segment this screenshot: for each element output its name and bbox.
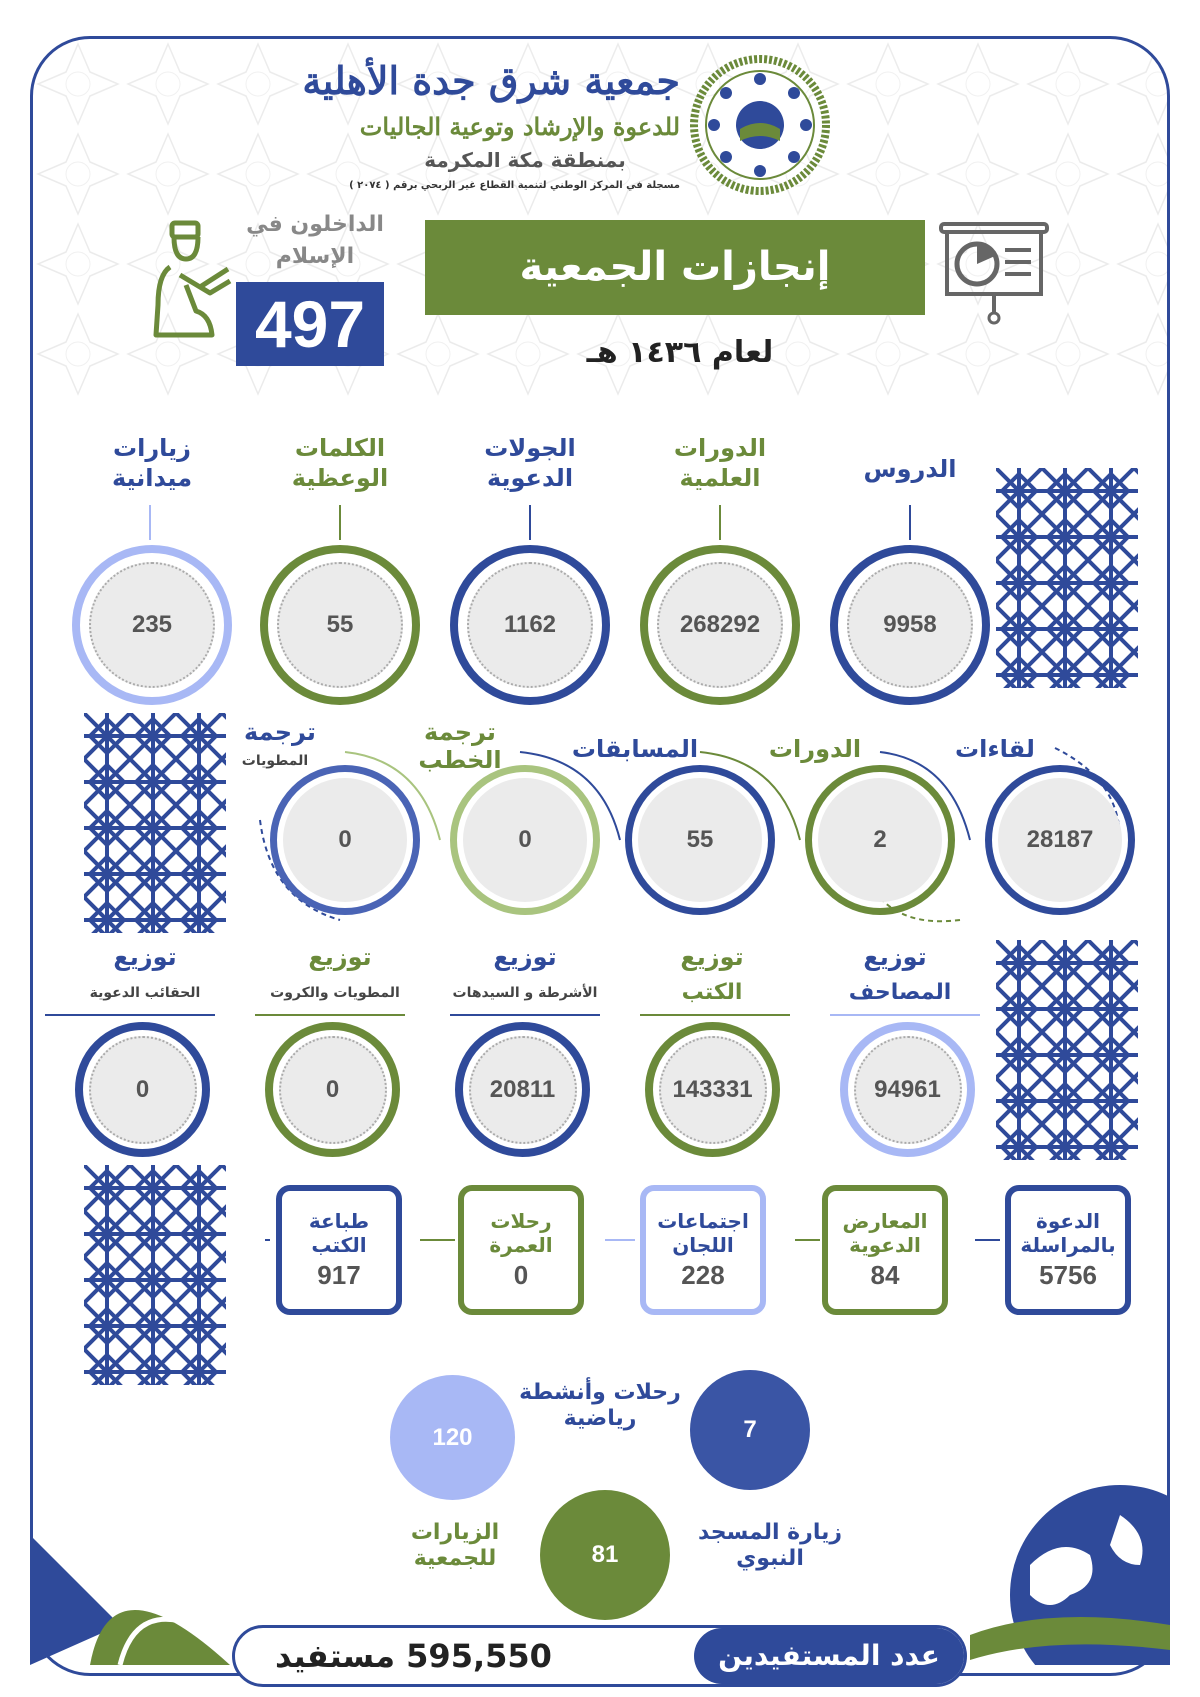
row2-value-competitions: 55 bbox=[638, 778, 762, 902]
page-title: إنجازات الجمعية bbox=[425, 220, 925, 315]
lattice-pattern-left-mid bbox=[84, 713, 226, 933]
row3-circle-books bbox=[645, 1022, 780, 1157]
row1-circle-lessons bbox=[830, 545, 990, 705]
row1-value-sermons: 55 bbox=[277, 562, 403, 688]
row2-label-meetings: لقاءات bbox=[955, 735, 1035, 763]
row3-value-leaflets: 0 bbox=[279, 1036, 387, 1144]
cluster-label-trips: رحلات وأنشطة رياضية bbox=[519, 1380, 681, 1431]
row2-sublabel-leaflets: المطويات bbox=[241, 753, 309, 769]
beneficiaries-label: عدد المستفيدين bbox=[694, 1628, 964, 1684]
beneficiaries-bar bbox=[232, 1625, 967, 1687]
row2-label-courses: الدورات bbox=[768, 735, 862, 763]
org-registration: مسجلة في المركز الوطني لتنمية القطاع غير الربحي برقم ( ٢٠٧٤ ) bbox=[349, 180, 680, 191]
row2-label-competitions: المسابقات bbox=[571, 735, 699, 763]
org-region: بمنطقة مكة المكرمة bbox=[424, 148, 626, 172]
row2-circle-sermon-translation bbox=[450, 765, 600, 915]
row2-value-courses: 2 bbox=[818, 778, 942, 902]
row2-circle-leaflet-translation bbox=[270, 765, 420, 915]
row4-label-committees: اجتماعات اللجان bbox=[657, 1209, 749, 1257]
row1-label-lessons: الدروس bbox=[863, 455, 957, 483]
praying-man-icon bbox=[140, 215, 235, 345]
row2-value-sermon-translation: 0 bbox=[463, 778, 587, 902]
converts-label-line2: الإسلام bbox=[275, 244, 355, 269]
row2-value-leaflet-translation: 0 bbox=[283, 778, 407, 902]
lattice-pattern-left-bottom bbox=[84, 1165, 226, 1385]
row4-label-umrah: رحلات العمرة bbox=[489, 1209, 553, 1257]
row1-value-tours: 1162 bbox=[467, 562, 593, 688]
row1-value-field-visits: 235 bbox=[89, 562, 215, 688]
row3-circle-leaflets bbox=[265, 1022, 400, 1157]
row2-label-leaflet-translation: ترجمة bbox=[244, 718, 316, 746]
row4-label-exhibitions: المعارض الدعوية bbox=[842, 1209, 928, 1257]
row3-sublabel-quran: المصاحف bbox=[848, 980, 952, 1005]
org-tagline: للدعوة والإرشاد وتوعية الجاليات bbox=[359, 112, 680, 141]
row1-circle-sermons bbox=[260, 545, 420, 705]
row3-sublabel-tapes: الأشرطة و السيدهات bbox=[452, 985, 598, 1001]
row4-card-printing bbox=[276, 1185, 402, 1315]
row4-card-exhibitions bbox=[822, 1185, 948, 1315]
row1-label-sermons: الكلمات الوعظية bbox=[291, 434, 389, 492]
converts-value: 497 bbox=[236, 282, 384, 366]
cluster-value-prophet-mosque: 7 bbox=[690, 1370, 810, 1490]
row2-circle-meetings bbox=[985, 765, 1135, 915]
converts-label-line1: الداخلون في bbox=[246, 212, 384, 237]
row3-label-leaflets: توزيع bbox=[308, 943, 372, 971]
row1-label-field-visits: زيارات ميدانية bbox=[111, 434, 193, 492]
row3-value-bags: 0 bbox=[89, 1036, 197, 1144]
row3-value-quran: 94961 bbox=[854, 1036, 962, 1144]
beneficiaries-value: 595,550 مستفيد bbox=[275, 1637, 552, 1675]
row4-value-printing: 917 bbox=[317, 1260, 361, 1290]
lattice-pattern-right-top bbox=[996, 468, 1138, 688]
row1-circle-courses bbox=[640, 545, 800, 705]
row3-sublabel-books: الكتب bbox=[681, 980, 743, 1005]
logo-emblem-icon bbox=[690, 55, 830, 195]
row4-value-umrah: 0 bbox=[513, 1260, 529, 1290]
row1-value-courses: 268292 bbox=[657, 562, 783, 688]
row4-value-committees: 228 bbox=[681, 1260, 725, 1290]
row3-label-bags: توزيع bbox=[113, 943, 177, 971]
row4-label-printing: طباعة الكتب bbox=[308, 1209, 370, 1257]
row4-label-correspondence: الدعوة بالمراسلة bbox=[1020, 1209, 1116, 1257]
row2-value-meetings: 28187 bbox=[998, 778, 1122, 902]
row3-circle-tapes bbox=[455, 1022, 590, 1157]
row3-label-quran: توزيع bbox=[863, 943, 927, 971]
row3-label-books: توزيع bbox=[680, 943, 744, 971]
row1-label-tours: الجولات الدعوية bbox=[484, 434, 576, 492]
corner-decoration-left bbox=[30, 1495, 230, 1665]
lattice-pattern-right-mid bbox=[996, 940, 1138, 1160]
cluster-label-prophet-mosque: زيارة المسجد النبوي bbox=[698, 1520, 842, 1571]
row4-value-correspondence: 5756 bbox=[1039, 1260, 1097, 1290]
cluster-value-visits: 81 bbox=[540, 1490, 670, 1620]
row3-circle-bags bbox=[75, 1022, 210, 1157]
row4-card-correspondence bbox=[1005, 1185, 1131, 1315]
row3-sublabel-bags: الحقائب الدعوية bbox=[89, 985, 201, 1001]
org-name: جمعية شرق جدة الأهلية bbox=[302, 58, 680, 103]
cluster-label-visits: الزيارات للجمعية bbox=[410, 1520, 500, 1571]
row3-value-tapes: 20811 bbox=[469, 1036, 577, 1144]
row1-label-courses: الدورات العلمية bbox=[673, 434, 767, 492]
row4-card-committees bbox=[640, 1185, 766, 1315]
row3-sublabel-leaflets: المطويات والكروت bbox=[270, 985, 400, 1001]
row2-circle-competitions bbox=[625, 765, 775, 915]
row2-label-sermon-translation: ترجمة الخطب bbox=[418, 718, 502, 774]
row1-circle-field-visits bbox=[72, 545, 232, 705]
row4-card-umrah bbox=[458, 1185, 584, 1315]
globe-decoration-icon bbox=[970, 1475, 1170, 1665]
row2-circle-courses bbox=[805, 765, 955, 915]
presentation-board-icon bbox=[935, 218, 1053, 328]
row3-circle-quran bbox=[840, 1022, 975, 1157]
row1-value-lessons: 9958 bbox=[847, 562, 973, 688]
row4-value-exhibitions: 84 bbox=[870, 1260, 900, 1290]
row3-value-books: 143331 bbox=[659, 1036, 767, 1144]
row3-label-tapes: توزيع bbox=[493, 943, 557, 971]
row1-circle-tours bbox=[450, 545, 610, 705]
year-label: لعام ١٤٣٦ هـ bbox=[586, 335, 774, 370]
cluster-value-trips: 120 bbox=[390, 1375, 515, 1500]
